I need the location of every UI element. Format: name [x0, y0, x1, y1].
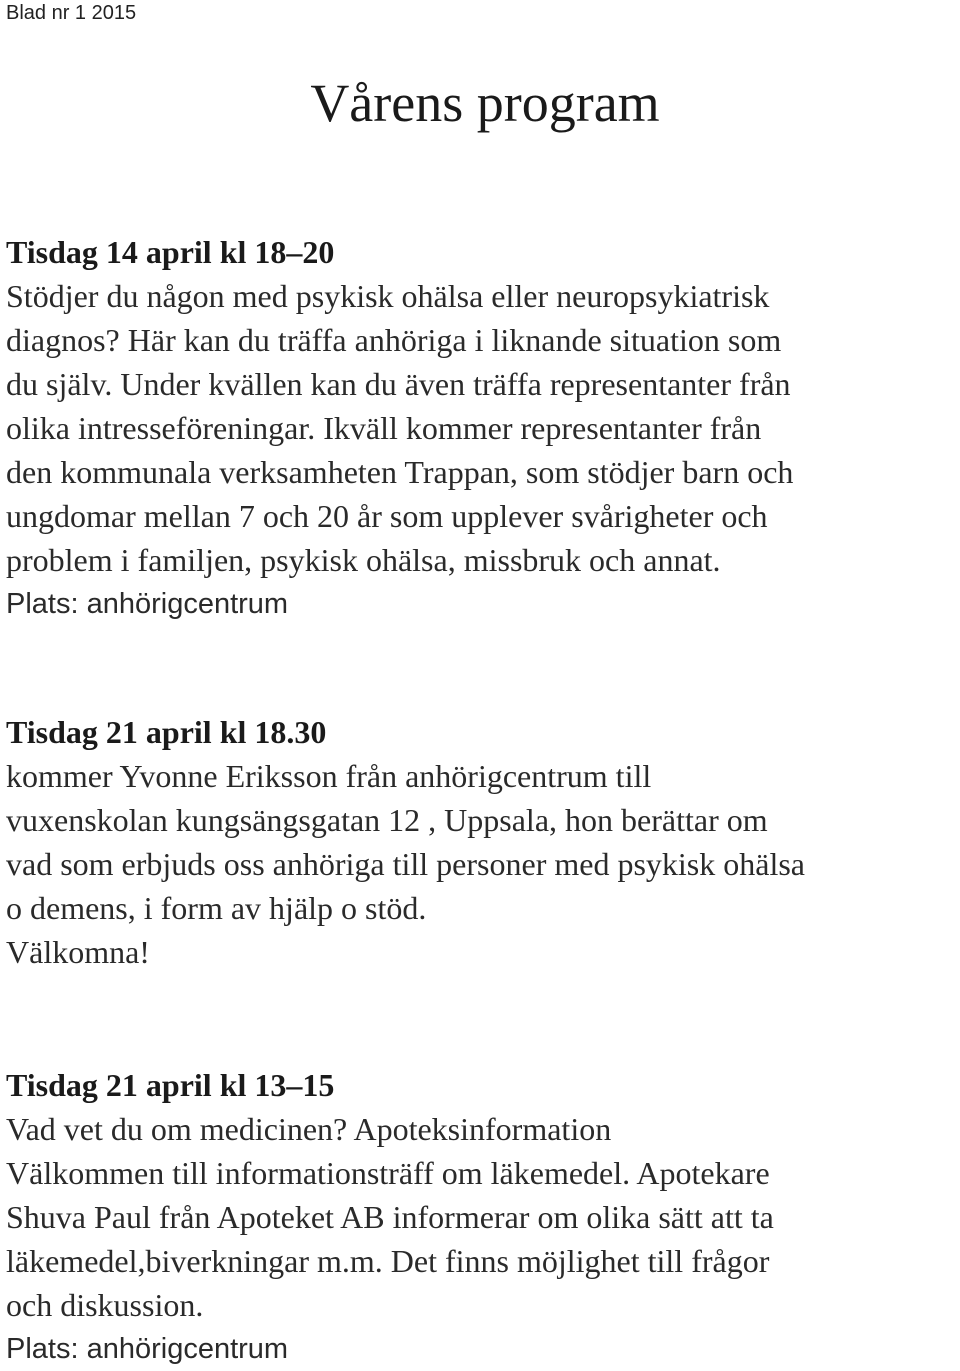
event-place: Plats: anhörigcentrum [6, 588, 289, 620]
event-text-line: o demens, i form av hjälp o stöd. [6, 890, 427, 926]
event-heading: Tisdag 21 april kl 13–15 [6, 1067, 335, 1103]
event-text-line: Välkomna! [6, 934, 150, 970]
issue-label: Blad nr 1 2015 [6, 2, 137, 24]
event-section [6, 710, 958, 974]
event-text-line: Välkommen till informationsträff om läkemedel. Apotekare [6, 1155, 770, 1191]
event-text-line: den kommunala verksamheten Trappan, som stödjer barn och [6, 454, 794, 490]
page-title: Vårens program [310, 73, 660, 133]
event-text-line: Shuva Paul från Apoteket AB informerar om olika sätt att ta [6, 1199, 774, 1235]
event-text-line: Vad vet du om medicinen? Apoteksinformation [6, 1111, 612, 1147]
event-text-line: ungdomar mellan 7 och 20 år som upplever svårigheter och [6, 498, 768, 534]
event-text-line: vuxenskolan kungsängsgatan 12 , Uppsala, hon berättar om [6, 802, 768, 838]
event-text-line: läkemedel,biverkningar m.m. Det finns möjlighet till frågor [6, 1243, 770, 1279]
event-place: Plats: anhörigcentrum [6, 1333, 289, 1365]
event-text-line: problem i familjen, psykisk ohälsa, missbruk och annat. [6, 542, 721, 578]
event-section [6, 1063, 958, 1371]
event-text-line: vad som erbjuds oss anhöriga till personer med psykisk ohälsa [6, 846, 805, 882]
event-text-line: du själv. Under kvällen kan du även träffa representanter från [6, 366, 791, 402]
event-text-line: Stödjer du någon med psykisk ohälsa eller neuropsykiatrisk [6, 278, 770, 314]
event-text-line: och diskussion. [6, 1287, 204, 1323]
event-section [6, 230, 958, 626]
event-text-line: olika intresseföreningar. Ikväll kommer representanter från [6, 410, 762, 446]
event-heading: Tisdag 14 april kl 18–20 [6, 234, 335, 270]
event-text-line: diagnos? Här kan du träffa anhöriga i liknande situation som [6, 322, 782, 358]
event-text-line: kommer Yvonne Eriksson från anhörigcentrum till [6, 758, 652, 794]
event-heading: Tisdag 21 april kl 18.30 [6, 714, 327, 750]
